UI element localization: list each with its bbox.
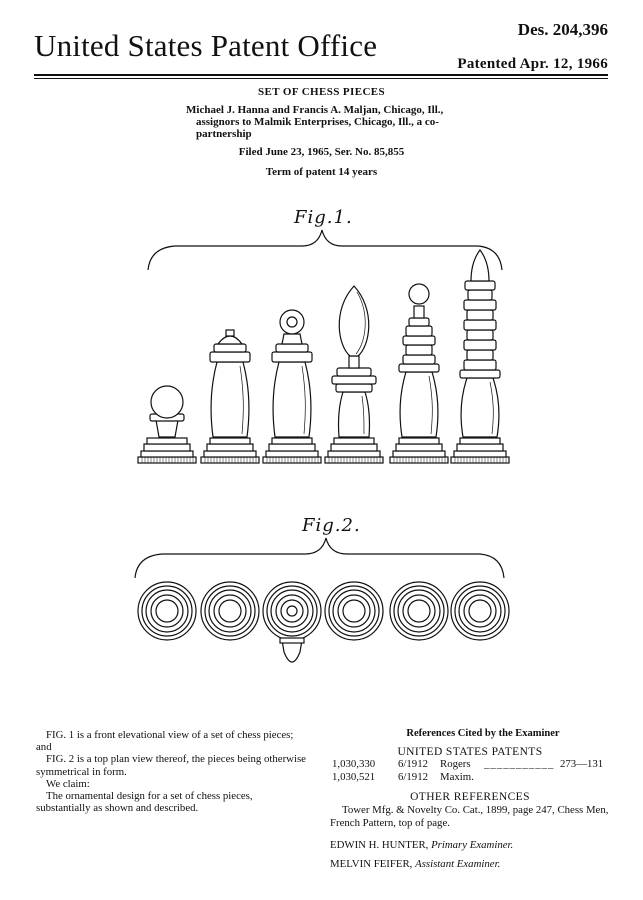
- assistant-examiner: [330, 858, 610, 871]
- primary-examiner-role: Primary Examiner.: [431, 839, 514, 852]
- inventors-line-3: partnership: [196, 128, 252, 140]
- reference-class: 273—131: [560, 758, 604, 771]
- reference-name: Maxim.: [440, 770, 474, 783]
- inventors-line-1: Michael J. Hanna and Francis A. Maljan, Chicago, Ill.,: [186, 104, 444, 116]
- reference-row: [330, 758, 610, 771]
- patent-term: Term of patent 14 years: [265, 166, 378, 178]
- fig2-rook-top: [201, 582, 259, 640]
- description-fig1: FIG. 1 is a front elevational view of a set of chess pieces; and: [36, 729, 294, 754]
- fig2-bishop-top: [325, 582, 383, 640]
- patented-date: Patented Apr. 12, 1966: [457, 56, 608, 72]
- fig1-bishop: [325, 286, 383, 463]
- fig1-label: Fig.1.: [294, 207, 353, 228]
- references-heading: References Cited by the Examiner: [406, 728, 560, 739]
- fig2-pawn-top: [138, 582, 196, 640]
- filing-info: Filed June 23, 1965, Ser. No. 85,855: [238, 146, 405, 158]
- description-fig2: FIG. 2 is a top plan view thereof, the pieces being otherwise symmetrical in form.: [36, 753, 306, 778]
- reference-name: Rogers: [440, 758, 471, 771]
- us-patents-heading: UNITED STATES PATENTS: [397, 745, 543, 758]
- other-reference: Tower Mfg. & Novelty Co. Cat., 1899, page 247, Chess Men, French Pattern, top of page.: [330, 803, 609, 829]
- assistant-examiner-role: Assistant Examiner.: [415, 857, 501, 870]
- fig2-king-top: [451, 582, 509, 640]
- references-block: [330, 728, 610, 870]
- reference-row: [330, 771, 610, 784]
- fig1-king: [451, 250, 509, 463]
- assistant-examiner-name: MELVIN FEIFER,: [330, 857, 413, 870]
- fig1-knight: [263, 310, 321, 463]
- reference-number: 1,030,521: [332, 770, 376, 783]
- fig1-queen: [390, 284, 448, 463]
- fig1-pawn: [138, 386, 196, 463]
- description: [36, 729, 306, 814]
- reference-leader: ___________: [484, 758, 555, 771]
- reference-date: 6/1912: [398, 770, 428, 783]
- fig1-brace: [148, 230, 502, 270]
- fig2-chess-pieces: [138, 582, 509, 662]
- description-claim: The ornamental design for a set of chess pieces, substantially as shown and described.: [36, 790, 253, 815]
- fig2-knight-top: [263, 582, 321, 662]
- patent-number: Des. 204,396: [517, 20, 608, 39]
- reference-number: 1,030,330: [332, 758, 376, 771]
- fig1-chess-pieces: [138, 250, 509, 463]
- other-references-heading: OTHER REFERENCES: [410, 791, 530, 804]
- office-title: United States Patent Office: [34, 28, 378, 63]
- fig2-queen-top: [390, 582, 448, 640]
- fig2-label: Fig.2.: [302, 515, 361, 536]
- patent-title: SET OF CHESS PIECES: [257, 86, 386, 98]
- inventors-line-2: assignors to Malmik Enterprises, Chicago, Ill., a co-: [196, 116, 439, 128]
- description-claim-heading: We claim:: [46, 777, 90, 790]
- primary-examiner: [330, 839, 610, 852]
- fig2-brace: [135, 538, 504, 578]
- primary-examiner-name: EDWIN H. HUNTER,: [330, 839, 429, 852]
- fig1-rook: [201, 330, 259, 463]
- reference-date: 6/1912: [398, 758, 428, 771]
